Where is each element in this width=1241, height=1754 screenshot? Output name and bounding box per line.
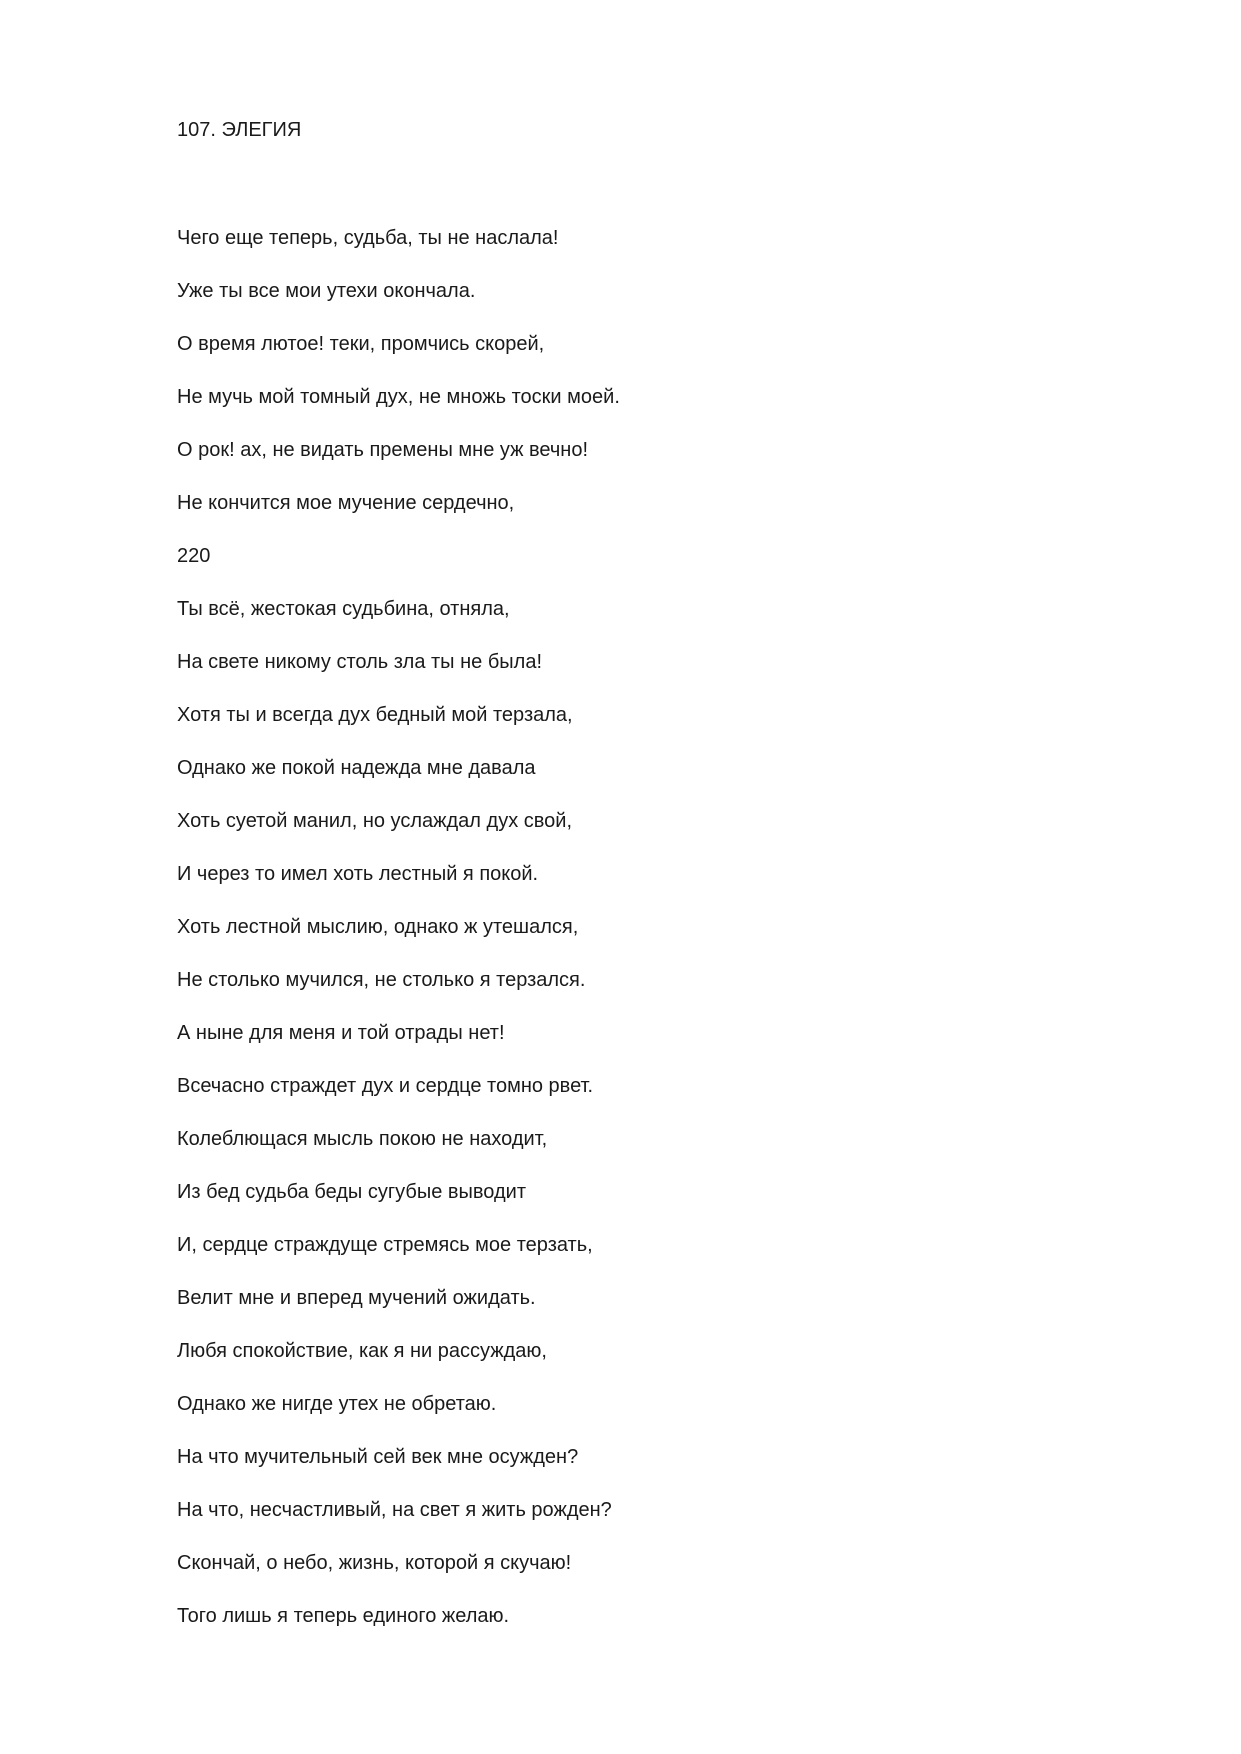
poem-line: Хотя ты и всегда дух бедный мой терзала, (177, 704, 573, 726)
poem-line: Хоть лестной мыслию, однако ж утешался, (177, 916, 579, 938)
poem-line: Всечасно страждет дух и сердце томно рвет. (177, 1075, 594, 1097)
poem-line: О время лютое! теки, промчись скорей, (177, 333, 545, 355)
poem-line: Уже ты все мои утехи окончала. (177, 280, 476, 302)
poem-line: Того лишь я теперь единого желаю. (177, 1605, 510, 1627)
poem-title: 107. ЭЛЕГИЯ (177, 119, 302, 141)
poem-line: Ты всё, жестокая судьбина, отняла, (177, 598, 510, 620)
poem-line: Колеблющася мысль покою не находит, (177, 1128, 548, 1150)
poem-line: И, сердце страждуще стремясь мое терзать, (177, 1234, 593, 1256)
poem-line: На что, несчастливый, на свет я жить рожден? (177, 1499, 612, 1521)
poem-line: Не столько мучился, не столько я терзался. (177, 969, 586, 991)
poem-line: И через то имел хоть лестный я покой. (177, 863, 539, 885)
poem-line: Хоть суетой манил, но услаждал дух свой, (177, 810, 572, 832)
poem-line: Однако же покой надежда мне давала (177, 757, 536, 779)
poem-line: Не мучь мой томный дух, не множь тоски моей. (177, 386, 620, 408)
poem-line: Чего еще теперь, судьба, ты не наслала! (177, 227, 559, 249)
poem-line: Не кончится мое мучение сердечно, (177, 492, 515, 514)
poem-line: А ныне для меня и той отрады нет! (177, 1022, 505, 1044)
poem-line: Велит мне и вперед мучений ожидать. (177, 1287, 536, 1309)
poem-body (177, 226, 620, 1657)
page-number: 220 (177, 545, 211, 567)
poem-line: На свете никому столь зла ты не была! (177, 651, 542, 673)
poem-line: Любя спокойствие, как я ни рассуждаю, (177, 1340, 547, 1362)
poem-line: Скончай, о небо, жизнь, которой я скучаю! (177, 1552, 572, 1574)
poem-line: Однако же нигде утех не обретаю. (177, 1393, 497, 1415)
poem-line: На что мучительный сей век мне осужден? (177, 1446, 579, 1468)
poem-line: Из бед судьба беды сугубые выводит (177, 1181, 526, 1203)
poem-line: О рок! ах, не видать премены мне уж вечно! (177, 439, 589, 461)
